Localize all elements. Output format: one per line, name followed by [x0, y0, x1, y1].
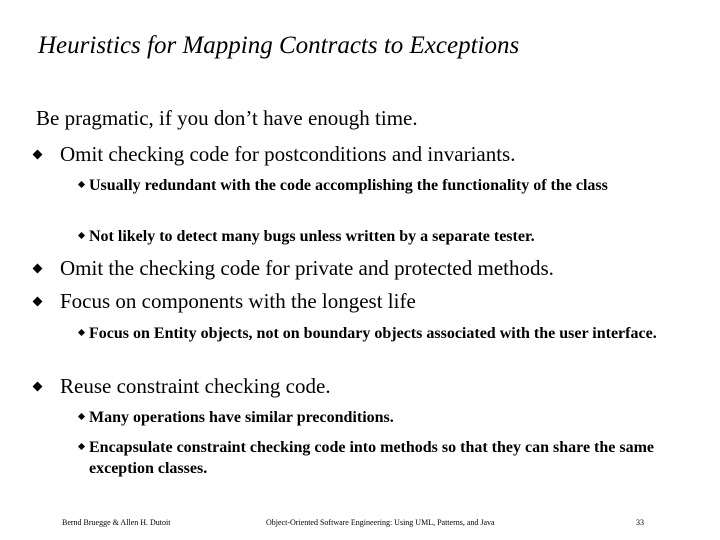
footer-book-title: Object-Oriented Software Engineering: Using UML, Patterns, and Java — [266, 518, 495, 527]
sub-bullet-item — [76, 323, 686, 344]
sub-bullet-item — [76, 407, 686, 428]
sub-bullet-text: Focus on Entity objects, not on boundary objects associated with the user interface. — [89, 325, 657, 342]
diamond-icon — [33, 150, 43, 160]
sub-bullet-text: Not likely to detect many bugs unless written by a separate tester. — [89, 228, 535, 245]
sub-bullet-text: Many operations have similar preconditions. — [89, 409, 394, 426]
sub-bullet-text: Encapsulate constraint checking code into methods so that they can share the same exception classes. — [89, 439, 655, 477]
bullet-text: Focus on components with the longest life — [60, 289, 416, 313]
intro-text: Be pragmatic, if you don’t have enough time. — [36, 106, 418, 130]
bullet-text: Omit the checking code for private and protected methods. — [60, 256, 554, 280]
diamond-icon — [33, 264, 43, 274]
footer-authors: Bernd Bruegge & Allen H. Dutoit — [62, 518, 171, 527]
diamond-icon — [33, 297, 43, 307]
sub-bullet-item — [76, 175, 686, 196]
bullet-text: Reuse constraint checking code. — [60, 374, 331, 398]
bullet-text: Omit checking code for postconditions and invariants. — [60, 142, 516, 166]
sub-bullet-item — [76, 437, 686, 479]
sub-bullet-text: Usually redundant with the code accomplishing the functionality of the class — [89, 177, 608, 194]
diamond-icon — [33, 382, 43, 392]
slide-title: Heuristics for Mapping Contracts to Exceptions — [38, 32, 520, 59]
footer-page-number: 33 — [636, 518, 644, 527]
sub-bullet-item — [76, 226, 686, 247]
